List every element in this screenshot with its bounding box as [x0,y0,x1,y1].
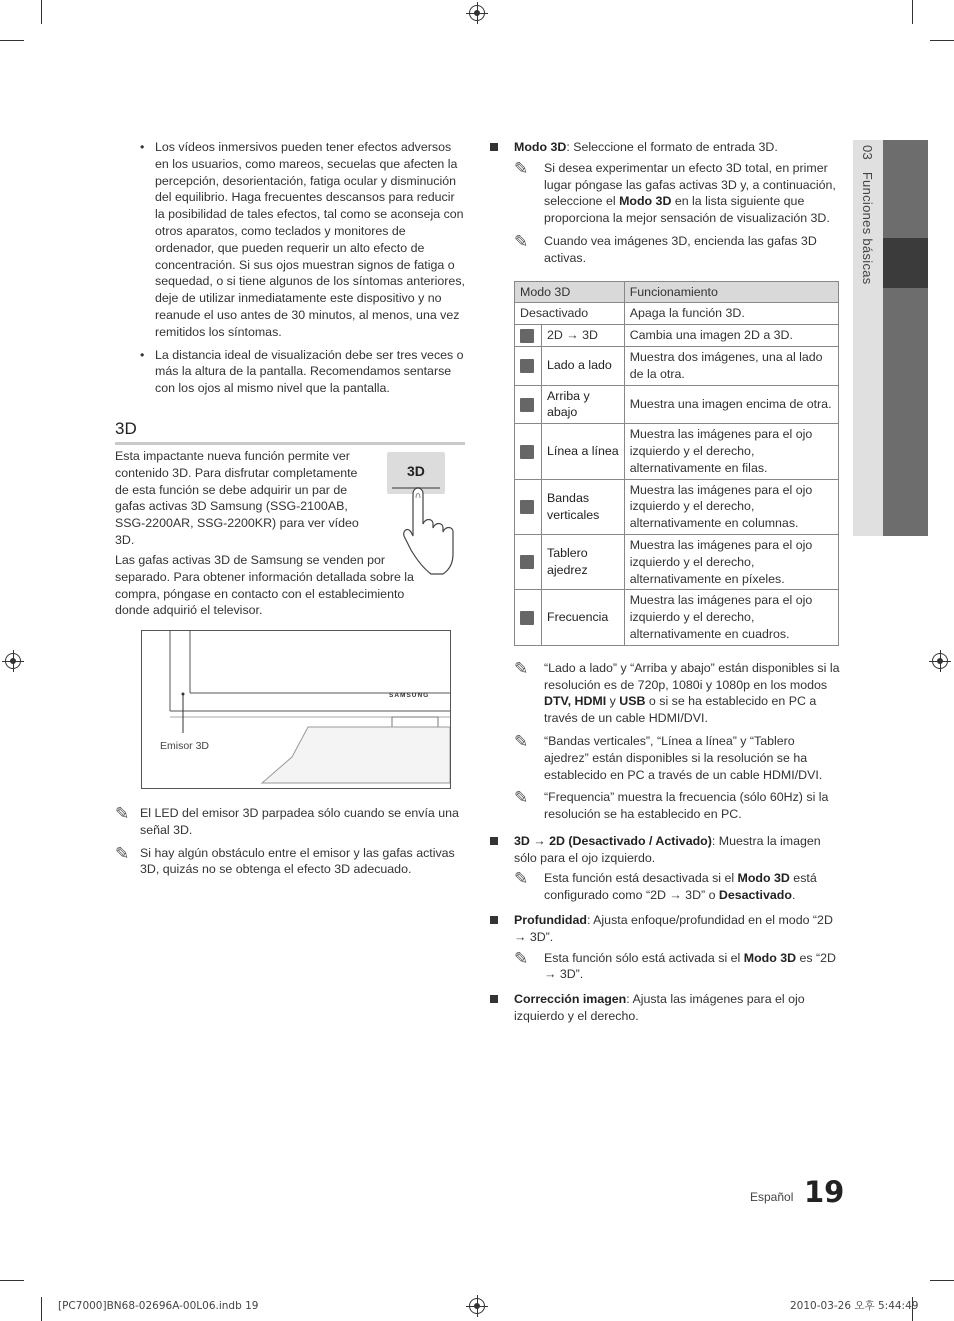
bullet-item: • La distancia ideal de visualización debe ser tres veces o más la altura de la pantalla. Recomendamos sentarse con los ojos al mismo nivel que la pantalla. [140,347,465,397]
note-item: ✎ Cuando vea imágenes 3D, encienda las gafas 3D activas. [514,231,817,265]
note-item: ✎ “Bandas verticales”, “Línea a línea” y “Tablero ajedrez” están disponibles si la resolución se ha establecido en PC a través de un cable HDMI/DVI. [514,731,823,782]
side-by-side-icon [520,359,534,373]
pencil-note-icon: ✎ [514,158,529,178]
page-number: 19 [804,1175,845,1209]
pencil-note-icon: ✎ [514,869,529,889]
table-row: Desactivado Apaga la función 3D. [515,303,839,325]
crop-mark [41,1297,42,1321]
pencil-note-icon: ✎ [514,948,529,968]
chapter-tab-dark [883,140,928,536]
table-row: Línea a línea Muestra las imágenes para el ojo izquierdo y el derecho, alternativamente en filas. [515,424,839,479]
pencil-note-icon: ✎ [115,804,130,823]
frequency-icon [520,611,534,625]
note-item: ✎ Si hay algún obstáculo entre el emisor y las gafas activas 3D, quizás no se obtenga el efecto 3D adecuado. [115,843,455,877]
square-bullet-icon [490,143,498,151]
intro-paragraph: Esta impactante nueva función permite ver contenido 3D. Para disfrutar completamente de esta función se debe adquirir un par de gafas activas 3D Samsung (SSG-2100AB, SSG-2200AR, SSG-2200KR) para ver vídeo 3D. [115,449,359,547]
menu-item-profundidad: Profundidad: Ajusta enfoque/profundidad en el modo “2D → 3D”. ✎ Esta función sólo está activada si el Modo 3D es “2D → 3D”. [488,912,840,983]
checker-board-icon [520,555,534,569]
table-row: Arriba y abajo Muestra una imagen encima de otra. [515,385,839,424]
square-bullet-icon [490,995,498,1003]
warning-bullets [140,139,465,403]
pencil-note-icon: ✎ [514,231,529,251]
note-item: ✎ “Lado a lado” y “Arriba y abajo” están disponibles si la resolución es de 720p, 1080i y 1080p en los modos DTV, HDMI y USB o si se ha establecido en PC a través de un cable HDMI/DVI. [514,658,840,726]
hand-icon [387,452,467,577]
crop-mark [930,1280,954,1281]
pencil-note-icon: ✎ [514,788,529,808]
table-row: Lado a lado Muestra dos imágenes, una al lado de la otra. [515,346,839,385]
menu-item-correccion-imagen: Corrección imagen: Ajusta las imágenes para el ojo izquierdo y el derecho. [488,991,840,1025]
remote-3d-button-illustration [387,452,467,577]
note-item: ✎ Si desea experimentar un efecto 3D total, en primer lugar póngase las gafas activas 3D y, a continuación, seleccione el Modo 3D en la lista siguiente que proporciona la mejor sensación de visualización 3D. [514,158,836,226]
emitter-label: Emisor 3D [160,740,210,752]
section-title: 3D [115,418,465,445]
left-notes [115,805,460,884]
square-bullet-icon [490,916,498,924]
chapter-tab-marker [883,238,928,288]
footer-date: 2010-03-26 오후 5:44:49 [790,1300,919,1312]
table-row: Frecuencia Muestra las imágenes para el ojo izquierdo y el derecho, alternativamente en cuadros. [515,590,839,645]
right-column [488,139,840,1033]
table-header-row [515,281,839,303]
table-header-mode: Modo 3D [515,281,625,303]
note-item: ✎ El LED del emisor 3D parpadea sólo cuando se envía una señal 3D. [115,804,459,837]
note-item: ✎ Esta función sólo está activada si el Modo 3D es “2D → 3D”. [514,948,836,982]
intro-paragraph: Las gafas activas 3D de Samsung se venden por separado. Para obtener información detallada sobre la compra, póngase en contacto con el establecimiento donde adquirió el televisor. [115,553,414,618]
top-bottom-icon [520,398,534,412]
3d-button-label: 3D [407,463,425,479]
vertical-stripe-icon [520,500,534,514]
crop-mark [0,40,24,41]
table-row: Tablero ajedrez Muestra las imágenes para el ojo izquierdo y el derecho, alternativamente en píxeles. [515,534,839,589]
pencil-note-icon: ✎ [115,843,130,863]
crop-mark [0,1280,24,1281]
registration-mark-icon [469,1298,485,1314]
registration-mark-icon [469,5,485,21]
menu-item-3d-to-2d: 3D → 2D (Desactivado / Activado): Muestra la imagen sólo para el ojo izquierdo. ✎ Esta función está desactivada si el Modo 3D está configurado como “2D → 3D” o Desactivado. [488,833,840,904]
tv-emitter-illustration [141,630,451,789]
tv-brand-logo: SAMSUNG [389,692,430,699]
chapter-label: 03 Funciones básicas [859,145,875,285]
crop-mark [930,40,954,41]
note-item: ✎ Esta función está desactivada si el Modo 3D está configurado como “2D → 3D” o Desactivado. [514,869,817,903]
table-row: Bandas verticales Muestra las imágenes para el ojo izquierdo y el derecho, alternativamente en columnas. [515,479,839,534]
footer-file: [PC7000]BN68-02696A-00L06.indb 19 [58,1300,259,1312]
crop-mark [912,0,913,24]
square-bullet-icon [490,837,498,845]
pencil-note-icon: ✎ [514,658,529,678]
bullet-item: • Los vídeos inmersivos pueden tener efectos adversos en los usuarios, como mareos, secuelas que afecten la percepción, desorientación, fatiga ocular y disminución del equilibrio. Haga frecuentes descansos para reducir la posibilidad de tales efectos, tal como se aconseja con otros aparatos, como teclados y monitores de ordenador, que pueden requerir un alto efecto de concentración. Si sus ojos muestran signos de fatiga o sequedad, o si tiene algunos de los síntomas anteriores, deje de utilizar inmediatamente este dispositivo y no reanude el uso antes de 30 minutos, al menos, una vez remitidos los síntomas. [140,139,465,341]
pencil-note-icon: ✎ [514,731,529,751]
menu-item-modo3d: Modo 3D: Seleccione el formato de entrada 3D. ✎ Si desea experimentar un efecto 3D total, en primer lugar póngase las gafas activas 3D y, a continuación, seleccione el Modo 3D en la lista siguiente que proporciona la mejor sensación de visualización 3D. ✎ Cuando vea imágenes 3D, encienda las gafas 3D activas. [488,139,840,267]
line-by-line-icon [520,445,534,459]
table-header-function: Funcionamiento [624,281,838,303]
page-language: Español [750,1190,794,1204]
note-item: ✎ “Frequencia” muestra la frecuencia (sólo 60Hz) si la resolución se ha establecido en PC. [514,788,829,822]
registration-mark-icon [932,653,948,669]
mode-2d-3d-icon [520,329,534,343]
3d-mode-table [514,281,839,646]
table-row: 2D → 3D Cambia una imagen 2D a 3D. [515,325,839,347]
crop-mark [41,0,42,24]
registration-mark-icon [5,653,21,669]
